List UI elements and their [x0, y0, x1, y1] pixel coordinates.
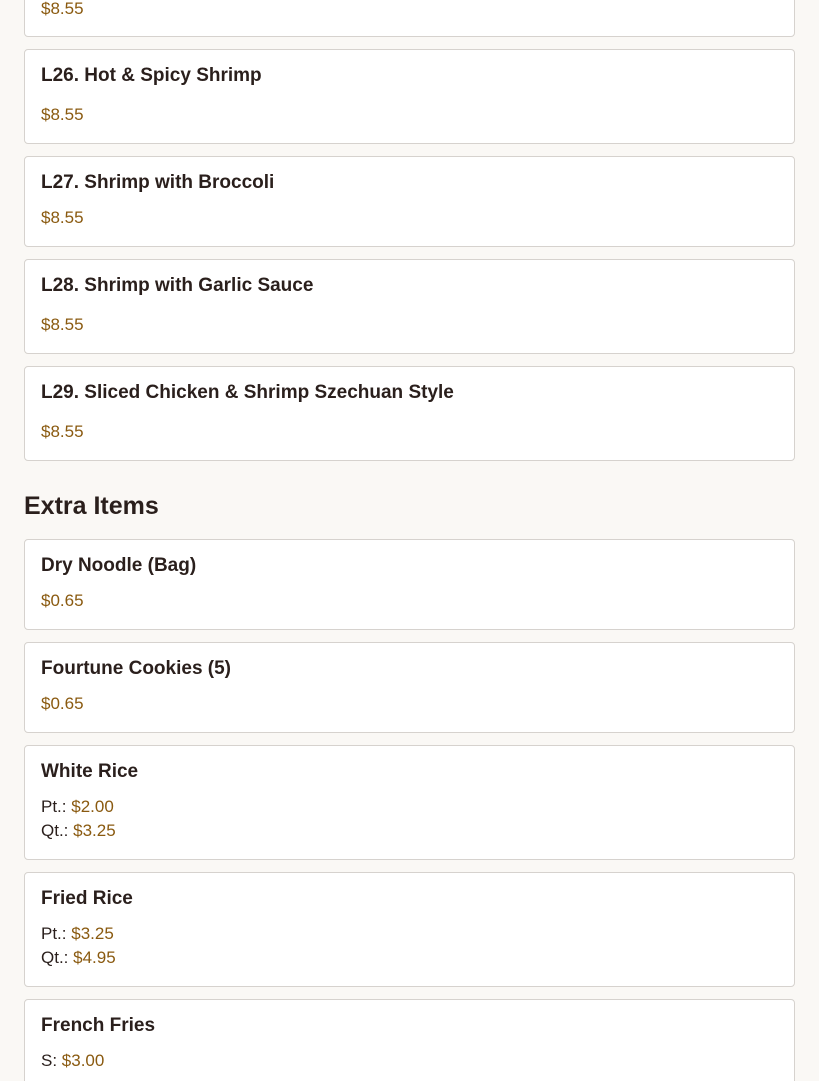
item-name: Fried Rice	[41, 888, 133, 909]
section-title-extra-items: Extra Items	[24, 492, 159, 520]
menu-item-card[interactable]	[24, 259, 795, 354]
size-label: S:	[41, 1051, 58, 1070]
item-price: $8.55	[41, 0, 84, 18]
size-label: Qt.:	[41, 948, 69, 967]
menu-list	[24, 0, 795, 1081]
menu-item-card[interactable]	[24, 156, 795, 247]
menu-item-card[interactable]	[24, 366, 795, 461]
item-name: L29. Sliced Chicken & Shrimp Szechuan Style	[41, 382, 454, 403]
price-line	[41, 795, 778, 819]
menu-item-card[interactable]	[24, 642, 795, 733]
menu-item-card-previous[interactable]	[24, 0, 795, 37]
size-label: Pt.:	[41, 797, 67, 816]
item-price: $8.55	[41, 208, 84, 227]
size-price: $2.00	[71, 797, 114, 816]
item-name: L27. Shrimp with Broccoli	[41, 172, 275, 193]
item-name: Fourtune Cookies (5)	[41, 658, 232, 679]
item-price: $8.55	[41, 105, 84, 124]
price-line	[41, 946, 778, 970]
size-label: Qt.:	[41, 821, 69, 840]
item-name: French Fries	[41, 1015, 156, 1036]
menu-item-card[interactable]	[24, 539, 795, 630]
price-list	[41, 795, 778, 843]
item-price: $8.55	[41, 315, 84, 334]
price-list	[41, 1049, 778, 1073]
size-price: $3.25	[71, 924, 114, 943]
item-price: $0.65	[41, 694, 84, 713]
size-price: $4.95	[73, 948, 116, 967]
price-line	[41, 1049, 778, 1073]
size-price: $3.00	[61, 1051, 105, 1070]
item-name: Dry Noodle (Bag)	[41, 555, 197, 576]
item-name: White Rice	[41, 761, 139, 782]
size-label: Pt.:	[41, 924, 67, 943]
menu-item-card[interactable]	[24, 745, 795, 860]
item-price: $0.65	[41, 591, 84, 610]
menu-item-card[interactable]	[24, 999, 795, 1081]
item-name: L26. Hot & Spicy Shrimp	[41, 65, 262, 86]
menu-item-card[interactable]	[24, 872, 795, 987]
item-name: L28. Shrimp with Garlic Sauce	[41, 275, 314, 296]
menu-item-card[interactable]	[24, 49, 795, 144]
price-line	[41, 819, 778, 843]
price-line	[41, 922, 778, 946]
size-price: $3.25	[73, 821, 116, 840]
price-list	[41, 922, 778, 970]
item-price: $8.55	[41, 422, 84, 441]
